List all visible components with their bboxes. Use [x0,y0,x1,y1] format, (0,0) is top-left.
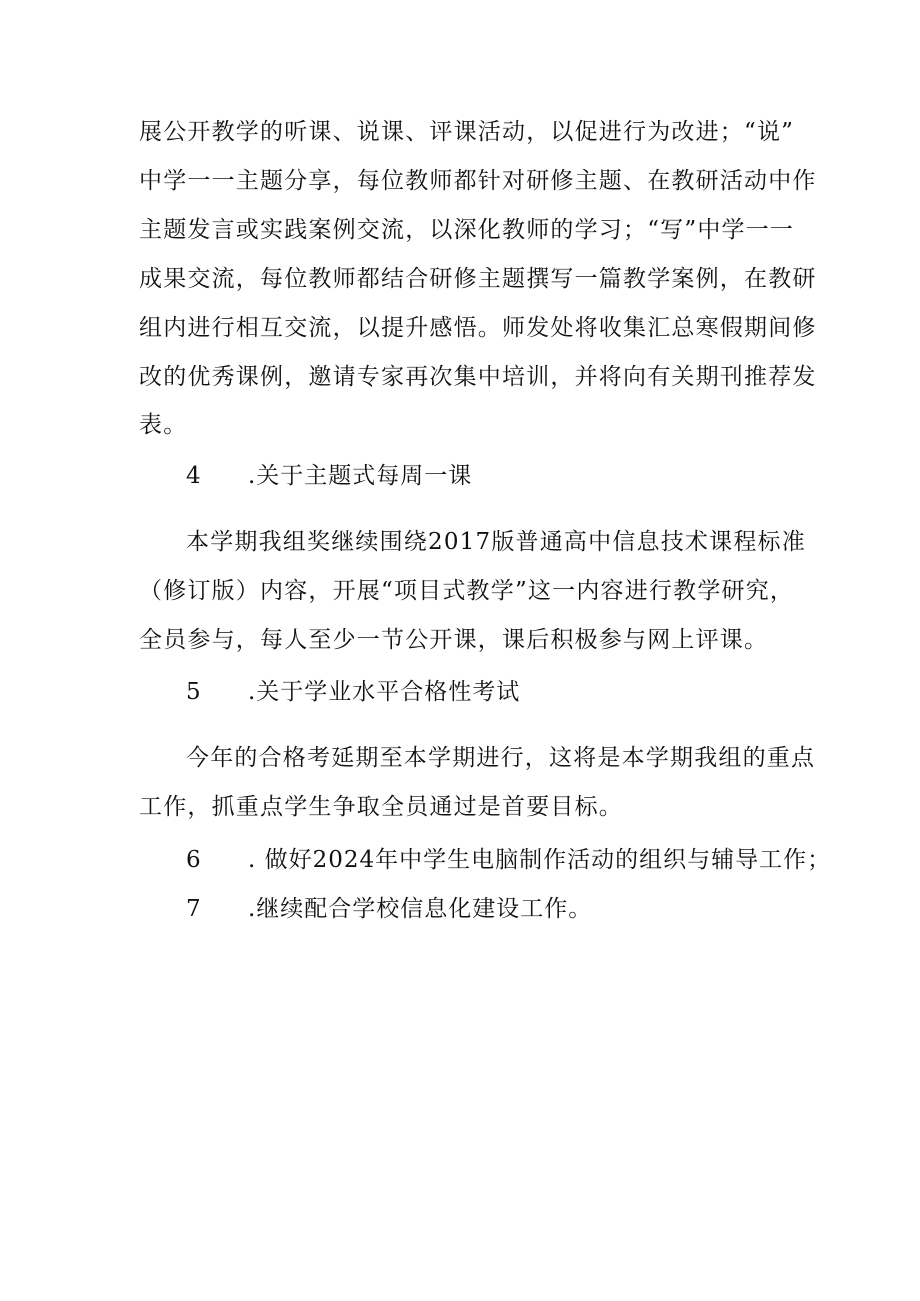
paragraph-line: 展公开教学的听课、说课、评课活动，以促进行为改进；“说” [139,119,795,145]
section-heading-7 [186,894,592,924]
section-title: .继续配合学校信息化建设工作。 [248,896,593,922]
paragraph-line: 本学期我组奖继续围绕2017版普通高中信息技术课程标准 [186,529,806,555]
paragraph-line: 改的优秀课例，邀请专家再次集中培训，并将向有关期刊推荐发 [139,364,817,390]
section-title: .关于主题式每周一课 [248,463,473,489]
paragraph-line: 组内进行相互交流，以提升感悟。师发处将收集汇总寒假期间修 [139,315,817,341]
section-title: . 做好2024年中学生电脑制作活动的组织与辅导工作； [248,847,832,873]
paragraph-line: 主题发言或实践案例交流，以深化教师的学习；“写”中学一一 [139,217,795,243]
paragraph-line: （修订版）内容，开展“项目式教学”这一内容进行教学研究， [139,578,795,604]
paragraph-line: 今年的合格考延期至本学期进行，这将是本学期我组的重点 [186,745,816,771]
section-heading-4 [186,461,472,491]
section-number: 7 [186,896,202,922]
section-number: 4 [186,463,202,489]
section-heading-5 [186,677,520,707]
paragraph-line: 中学一一主题分享，每位教师都针对研修主题、在教研活动中作 [139,168,817,194]
paragraph-line: 工作，抓重点学生争取全员通过是首要目标。 [139,794,623,820]
section-heading-6 [186,845,831,875]
section-title: .关于学业水平合格性考试 [248,679,521,705]
paragraph-line: 成果交流，每位教师都结合研修主题撰写一篇教学案例，在教研 [139,266,817,292]
section-number: 5 [186,679,202,705]
paragraph-line: 表。 [139,412,188,438]
paragraph-line: 全员参与，每人至少一节公开课，课后积极参与网上评课。 [139,627,769,653]
section-number: 6 [186,847,202,873]
